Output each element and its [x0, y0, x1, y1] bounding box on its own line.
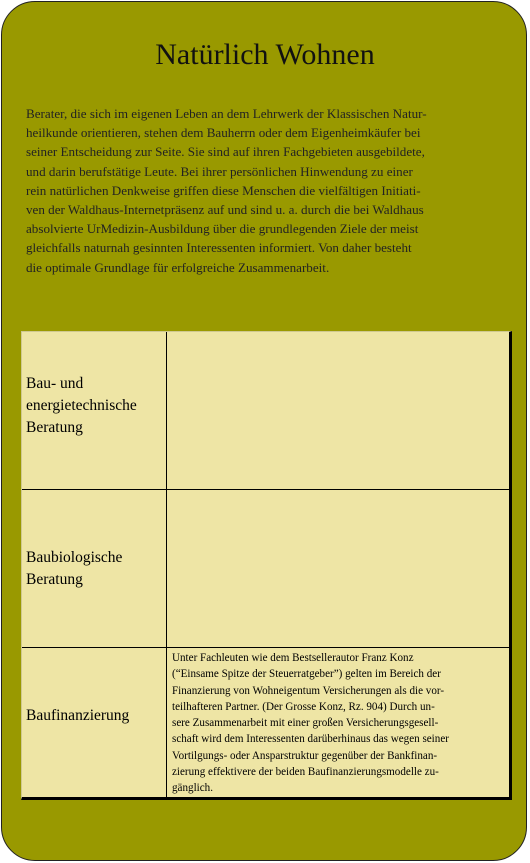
- intro-line: gleichfalls naturnah gesinnten Interessenten informiert. Von daher besteht: [26, 240, 412, 256]
- services-table: [21, 331, 512, 800]
- row-label-line: Beratung: [26, 419, 83, 436]
- intro-line: die optimale Grundlage für erfolgreiche Zusammenarbeit.: [26, 259, 330, 275]
- table-row-description-cell: [167, 332, 509, 489]
- description-line: gänglich.: [172, 782, 213, 795]
- description-line: schaft wird dem Interessenten darüberhinaus das wegen seiner: [172, 733, 449, 746]
- intro-paragraph: [26, 104, 496, 277]
- row-label: [26, 373, 166, 439]
- row-label-line: Bau- und: [26, 375, 84, 392]
- intro-line: und darin berufstätige Leute. Bei ihrer persönlichen Hinwendung zu einer: [26, 163, 413, 179]
- row-label: [26, 705, 166, 727]
- description-line: zierung effektivere der beiden Baufinanzierungsmodelle zu-: [172, 766, 439, 779]
- description-line: Finanzierung von Wohneigentum Versicherungen als die vor-: [172, 684, 445, 697]
- description-line: Vortilgungs- oder Ansparstruktur gegenüber der Bankfinan-: [172, 749, 438, 762]
- intro-line: Berater, die sich im eigenen Leben an dem Lehrwerk der Klassischen Natur-: [26, 106, 427, 121]
- row-label-line: Baufinanzierung: [26, 707, 130, 724]
- page-title: Natürlich Wohnen: [155, 38, 375, 71]
- row-label-line: Beratung: [26, 571, 83, 588]
- row-description: [172, 650, 506, 797]
- intro-line: seiner Entscheidung zur Seite. Sie sind auf ihren Fachgebieten ausgebildete,: [26, 144, 425, 160]
- row-label-line: energietechnische: [26, 397, 137, 414]
- description-line: sere Zusammenarbeit mit einer großen Versicherungsgesell-: [172, 717, 439, 730]
- intro-line: absolvierte UrMedizin-Ausbildung über die grundlegenden Ziele der meist: [26, 221, 419, 237]
- intro-line: rein natürlichen Denkweise griffen diese Menschen die vielfältigen Initiati-: [26, 182, 421, 198]
- description-line: Unter Fachleuten wie dem Bestsellerautor Franz Konz: [172, 652, 414, 664]
- intro-line: ven der Waldhaus-Internetpräsenz auf und sind u. a. durch die bei Waldhaus: [26, 202, 424, 218]
- description-line: teilhafteren Partner. (Der Grosse Konz, Rz. 904) Durch un-: [172, 700, 435, 713]
- table-row-description-cell: [167, 490, 509, 647]
- row-label-line: Baubiologische: [26, 549, 123, 566]
- row-label: [26, 547, 166, 591]
- description-line: (“Einsame Spitze der Steuerratgeber”) gelten im Bereich der: [172, 668, 441, 681]
- intro-line: heilkunde orientieren, stehen dem Bauherrn oder dem Eigenheimkäufer bei: [26, 125, 421, 141]
